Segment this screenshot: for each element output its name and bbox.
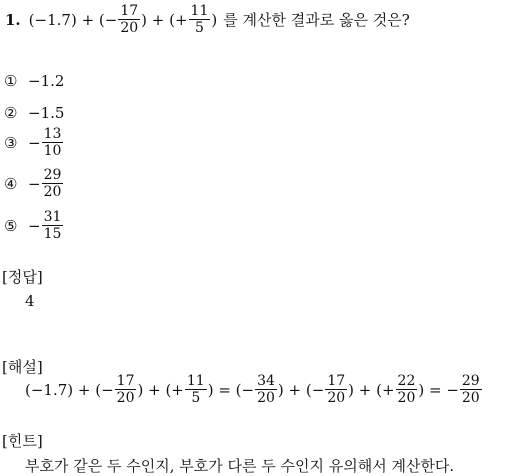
- fraction-denominator: 20: [461, 390, 480, 406]
- fraction-denominator: 20: [257, 390, 275, 406]
- question-fraction-2: [189, 4, 211, 35]
- hint-label: [힌트]: [2, 432, 43, 450]
- explanation-fraction-5: [396, 374, 418, 405]
- expr-part: ) + (−: [277, 380, 325, 399]
- question-fraction-1: [118, 4, 140, 35]
- question-text: 를 계산한 결과로 옳은 것은?: [223, 11, 410, 29]
- fraction-denominator: 5: [195, 20, 204, 36]
- explanation-fraction-4: [325, 374, 347, 405]
- choice-fraction: [42, 210, 64, 241]
- expr-mid: ) + (+: [141, 10, 188, 29]
- choice-2[interactable]: [4, 104, 64, 122]
- choice-sign: −: [28, 174, 41, 193]
- explanation-label: [해설]: [2, 358, 43, 376]
- choice-sign: −: [28, 216, 41, 235]
- fraction-numerator: 17: [116, 373, 135, 389]
- fraction-denominator: 20: [327, 390, 346, 406]
- fraction-denominator: 20: [116, 390, 135, 406]
- answer-value: 4: [25, 292, 35, 310]
- fraction-denominator: 20: [397, 390, 416, 406]
- choice-fraction: [42, 127, 64, 158]
- fraction-numerator: 17: [120, 3, 139, 19]
- expr-part: ) + (+: [137, 380, 184, 399]
- choice-1[interactable]: [4, 72, 64, 90]
- explanation-fraction-1: [115, 374, 137, 405]
- expr-prefix: (−1.7) + (−: [28, 10, 118, 29]
- choice-mark: ②: [4, 104, 18, 122]
- choice-4[interactable]: [4, 168, 64, 199]
- explanation-fraction-2: [185, 374, 207, 405]
- fraction-numerator: 11: [190, 3, 209, 19]
- expr-suffix: ): [211, 10, 218, 29]
- fraction-numerator: 29: [461, 373, 480, 389]
- explanation-equation: [25, 374, 483, 405]
- explanation-fraction-6: [460, 374, 482, 405]
- choice-3[interactable]: [4, 127, 64, 158]
- hint-text: 부호가 같은 두 수인지, 부호가 다른 두 수인지 유의해서 계산한다.: [25, 457, 455, 475]
- fraction-denominator: 20: [43, 184, 62, 200]
- fraction-numerator: 22: [397, 373, 416, 389]
- fraction-denominator: 15: [43, 226, 62, 242]
- choice-5[interactable]: [4, 210, 64, 241]
- fraction-numerator: 11: [186, 373, 205, 389]
- question-number: 1.: [5, 10, 21, 29]
- fraction-numerator: 34: [257, 373, 275, 389]
- choice-mark: ⑤: [4, 216, 18, 235]
- fraction-numerator: 31: [43, 209, 62, 225]
- expr-part: (−1.7) + (−: [25, 380, 114, 399]
- choice-sign: −: [28, 133, 41, 152]
- choice-mark: ③: [4, 133, 18, 152]
- fraction-numerator: 13: [43, 126, 62, 142]
- fraction-denominator: 20: [120, 20, 139, 36]
- fraction-denominator: 10: [43, 143, 62, 159]
- choice-mark: ①: [4, 72, 18, 90]
- fraction-denominator: 5: [191, 390, 201, 406]
- choice-mark: ④: [4, 174, 18, 193]
- choice-value: −1.2: [28, 72, 65, 90]
- expr-part: ) + (+: [348, 380, 395, 399]
- expr-part: ) = −: [418, 380, 459, 399]
- expr-part: ) = (−: [207, 380, 255, 399]
- question-line: [5, 4, 410, 35]
- answer-label: [정답]: [2, 268, 43, 286]
- fraction-numerator: 17: [327, 373, 346, 389]
- fraction-numerator: 29: [43, 167, 62, 183]
- choice-value: −1.5: [28, 104, 65, 122]
- explanation-fraction-3: [255, 374, 277, 405]
- choice-fraction: [42, 168, 64, 199]
